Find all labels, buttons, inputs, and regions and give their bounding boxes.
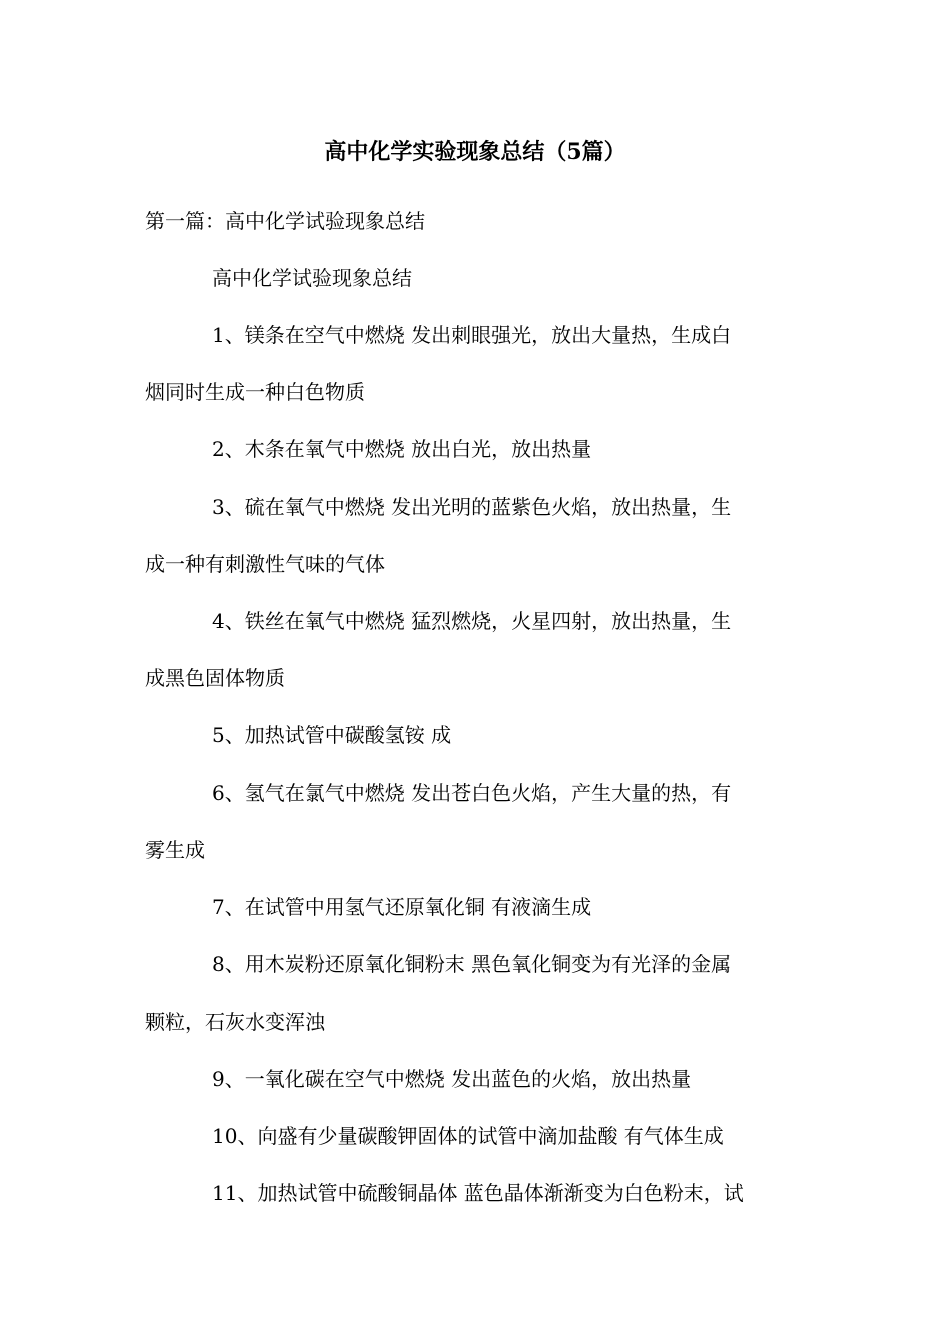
paragraph-line: 雾生成 [145,838,205,862]
paragraph-line: 5、加热试管中碳酸氢铵 成 [212,723,452,747]
paragraph-line: 8、用木炭粉还原氧化铜粉末 黑色氧化铜变为有光泽的金属 [212,952,732,976]
paragraph-line: 7、在试管中用氢气还原氧化铜 有液滴生成 [212,895,592,919]
paragraph-line: 4、铁丝在氧气中燃烧 猛烈燃烧，火星四射，放出热量，生 [212,609,732,633]
paragraph-line: 烟同时生成一种白色物质 [145,380,365,404]
paragraph-line: 3、硫在氧气中燃烧 发出光明的蓝紫色火焰，放出热量，生 [212,495,732,519]
section-heading: 第一篇：高中化学试验现象总结 [145,209,425,233]
paragraph-line: 9、一氧化碳在空气中燃烧 发出蓝色的火焰，放出热量 [212,1067,692,1091]
paragraph-line: 成一种有刺激性气味的气体 [145,552,385,576]
paragraph-line: 颗粒，石灰水变浑浊 [145,1010,325,1034]
paragraph-line: 成黑色固体物质 [145,666,285,690]
paragraph-line: 1、镁条在空气中燃烧 发出刺眼强光，放出大量热，生成白 [212,323,732,347]
paragraph-line: 10、向盛有少量碳酸钾固体的试管中滴加盐酸 有气体生成 [212,1124,724,1148]
paragraph-line: 6、氢气在氯气中燃烧 发出苍白色火焰，产生大量的热，有 [212,781,732,805]
paragraph-line: 2、木条在氧气中燃烧 放出白光，放出热量 [212,437,592,461]
document-title: 高中化学实验现象总结（5篇） [324,139,626,165]
subheading: 高中化学试验现象总结 [212,266,412,290]
paragraph-line: 11、加热试管中硫酸铜晶体 蓝色晶体渐渐变为白色粉末，试 [212,1181,744,1205]
